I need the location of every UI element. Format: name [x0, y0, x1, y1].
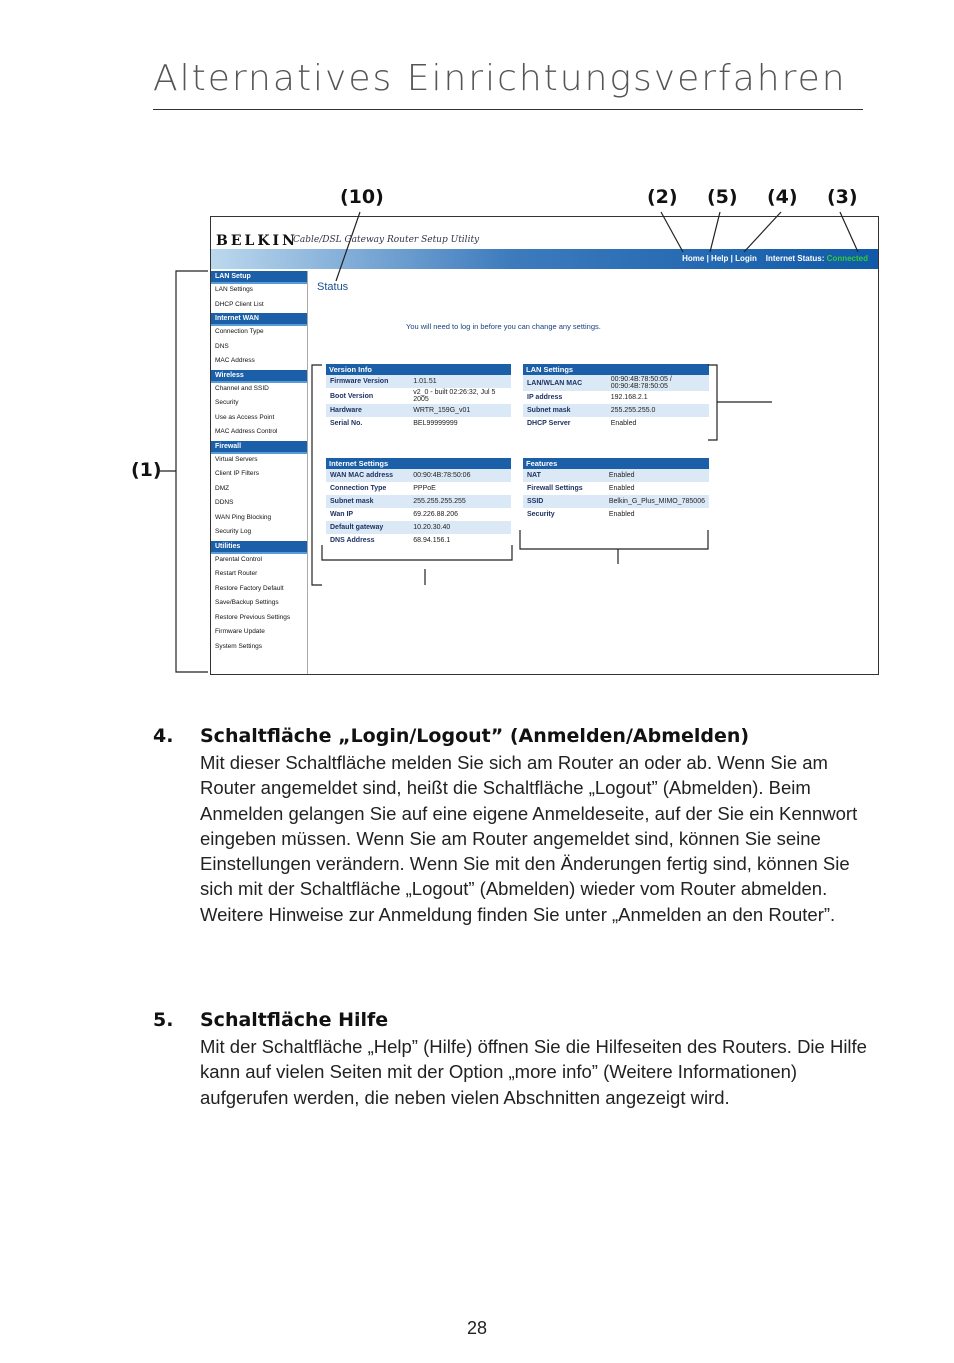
row-key: Subnet mask	[326, 495, 409, 508]
router-topbar: Home | Help | Login Internet Status: Connected	[211, 249, 878, 269]
row-value: 255.255.255.0	[607, 404, 709, 417]
leader-2	[661, 212, 683, 252]
sidebar-item-wan-ping-blocking[interactable]: WAN Ping Blocking	[215, 513, 272, 521]
row-key: SSID	[523, 495, 605, 508]
row-value: 00:90:4B:78:50:05 / 00:90:4B:78:50:05	[607, 375, 709, 391]
row-key: Default gateway	[326, 521, 409, 534]
row-value: BEL99999999	[409, 417, 511, 430]
row-value: 68.94.156.1	[409, 534, 511, 547]
sidebar-head-firewall: Firewall	[211, 441, 307, 454]
sidebar-item-restart-router[interactable]: Restart Router	[215, 570, 258, 577]
row-value: Belkin_G_Plus_MIMO_785006	[605, 495, 709, 508]
callout-10: (10)	[340, 186, 384, 208]
row-key: Firewall Settings	[523, 482, 605, 495]
row-key: DHCP Server	[523, 417, 607, 430]
row-key: Wan IP	[326, 508, 409, 521]
internet-status-label: Internet Status:	[765, 254, 825, 263]
sidebar-item-virtual-servers[interactable]: Virtual Servers	[215, 455, 258, 463]
row-key: Hardware	[326, 404, 409, 417]
login-notice: You will need to log in before you can change any settings.	[406, 322, 601, 331]
callout-5: (5)	[707, 186, 738, 208]
status-heading: Status	[317, 281, 349, 293]
section-body: Mit der Schaltfläche „Help” (Hilfe) öffnen Sie die Hilfeseiten des Routers. Die Hilfe kann auf vielen Seiten mit der Option „more info” (Weitere Informationen) aufgerufen werden, die neben vielen Abschnitten angezeigt wird.	[200, 1036, 867, 1108]
leader-10	[336, 212, 360, 281]
bracket-6	[708, 365, 717, 440]
row-key: Serial No.	[326, 417, 409, 430]
row-value: 1.01.51	[409, 375, 511, 388]
sidebar-item-security-log[interactable]: Security Log	[215, 528, 252, 535]
row-value: Enabled	[607, 417, 709, 430]
callout-4: (4)	[767, 186, 798, 208]
lan-settings-title: LAN Settings	[523, 364, 709, 375]
login-link[interactable]: Login	[735, 254, 757, 263]
sidebar-item-restore-previous[interactable]: Restore Previous Settings	[215, 613, 291, 621]
row-value: Enabled	[605, 508, 709, 521]
sidebar-item-parental-control[interactable]: Parental Control	[215, 555, 262, 563]
sidebar-item-dns[interactable]: DNS	[215, 342, 229, 350]
row-key: IP address	[523, 391, 607, 404]
row-key: DNS Address	[326, 534, 409, 547]
section-heading: Schaltfläche „Login/Logout” (Anmelden/Abmelden)	[200, 725, 750, 747]
section-number: 4.	[153, 725, 174, 747]
section-number: 5.	[153, 1009, 174, 1031]
version-info-title: Version Info	[326, 364, 511, 375]
sidebar-head-wireless: Wireless	[211, 370, 307, 383]
bracket-1	[176, 271, 208, 672]
sidebar-item-ddns[interactable]: DDNS	[215, 499, 234, 506]
sidebar-item-channel-ssid[interactable]: Channel and SSID	[215, 384, 269, 392]
section-body: Mit dieser Schaltfläche melden Sie sich am Router an oder ab. Wenn Sie am Router angemeldet sind, heißt die Schaltfläche „Logout” (Abmelden). Beim Anmelden gelangen Sie auf eine eigene Anmeldeseite, auf der Sie ein Kennwort eingeben müssen. Wenn Sie am Router angemeldet sind, können Sie seine Einstellungen verändern. Wenn Sie mit den Änderungen fertig sind, können Sie sich mit der Schaltfläche „Logout” (Abmelden) wieder vom Router abmelden. Weitere Hinweise zur Anmeldung finden Sie unter „Anmelden an den Router”.	[200, 752, 858, 925]
brand-tagline: Cable/DSL Gateway Router Setup Utility	[293, 235, 480, 245]
sidebar-item-save-backup[interactable]: Save/Backup Settings	[215, 599, 279, 606]
sidebar-head-internet-wan: Internet WAN	[211, 313, 307, 326]
row-key: Boot Version	[326, 388, 409, 404]
belkin-logo: BELKIN	[216, 233, 298, 249]
row-value: 69.226.88.206	[409, 508, 511, 521]
sidebar-item-restore-factory[interactable]: Restore Factory Default	[215, 584, 284, 592]
row-key: Connection Type	[326, 482, 409, 495]
sidebar-item-access-point[interactable]: Use as Access Point	[215, 413, 275, 421]
sidebar-item-mac-address[interactable]: MAC Address	[215, 357, 255, 364]
row-value: Enabled	[605, 469, 709, 482]
row-value: 192.168.2.1	[607, 391, 709, 404]
row-key: Subnet mask	[523, 404, 607, 417]
sidebar-head-lan-setup: LAN Setup	[211, 271, 307, 284]
sidebar-head-utilities: Utilities	[211, 541, 307, 554]
sidebar-item-client-ip-filters[interactable]: Client IP Filters	[215, 470, 259, 477]
callout-2: (2)	[647, 186, 678, 208]
row-key: NAT	[523, 469, 605, 482]
row-value: PPPoE	[409, 482, 511, 495]
bracket-7	[520, 530, 708, 549]
callout-1: (1)	[131, 459, 162, 481]
internet-settings-title: Internet Settings	[326, 458, 511, 469]
section-heading: Schaltfläche Hilfe	[200, 1009, 389, 1031]
row-key: Firmware Version	[326, 375, 409, 388]
row-value: 10.20.30.40	[409, 521, 511, 534]
features-title: Features	[523, 458, 709, 469]
row-value: 00:90:4B:78:50:06	[409, 469, 511, 482]
leader-3	[840, 212, 858, 252]
bracket-9	[312, 365, 322, 585]
section-help	[153, 1009, 873, 1149]
callout-3: (3)	[827, 186, 858, 208]
section-login-logout	[153, 725, 873, 985]
row-key: LAN/WLAN MAC	[523, 375, 607, 391]
sidebar-item-security[interactable]: Security	[215, 399, 239, 406]
row-value: v2_0 - built 02:26:32, Jul 5 2005	[409, 388, 511, 404]
sidebar-item-dhcp-client-list[interactable]: DHCP Client List	[215, 300, 264, 308]
home-link[interactable]: Home	[682, 254, 705, 263]
sidebar-item-connection-type[interactable]: Connection Type	[215, 328, 264, 335]
sidebar-item-lan-settings[interactable]: LAN Settings	[215, 286, 253, 293]
row-value: WRTR_159G_v01	[409, 404, 511, 417]
leader-5	[710, 212, 720, 252]
row-value: Enabled	[605, 482, 709, 495]
internet-status-value: Connected	[826, 254, 868, 263]
bracket-8	[322, 545, 512, 560]
help-link[interactable]: Help	[711, 254, 729, 263]
sidebar-item-dmz[interactable]: DMZ	[215, 484, 230, 492]
sidebar-item-system-settings[interactable]: System Settings	[215, 642, 262, 650]
page-title: Alternatives Einrichtungsverfahren	[153, 58, 847, 99]
sidebar-item-mac-control[interactable]: MAC Address Control	[215, 428, 278, 435]
page-number: 28	[466, 1318, 488, 1338]
leader-4	[744, 212, 781, 252]
row-value: 255.255.255.255	[409, 495, 511, 508]
row-key: Security	[523, 508, 605, 521]
sidebar-item-firmware-update[interactable]: Firmware Update	[215, 628, 265, 635]
row-key: WAN MAC address	[326, 469, 409, 482]
